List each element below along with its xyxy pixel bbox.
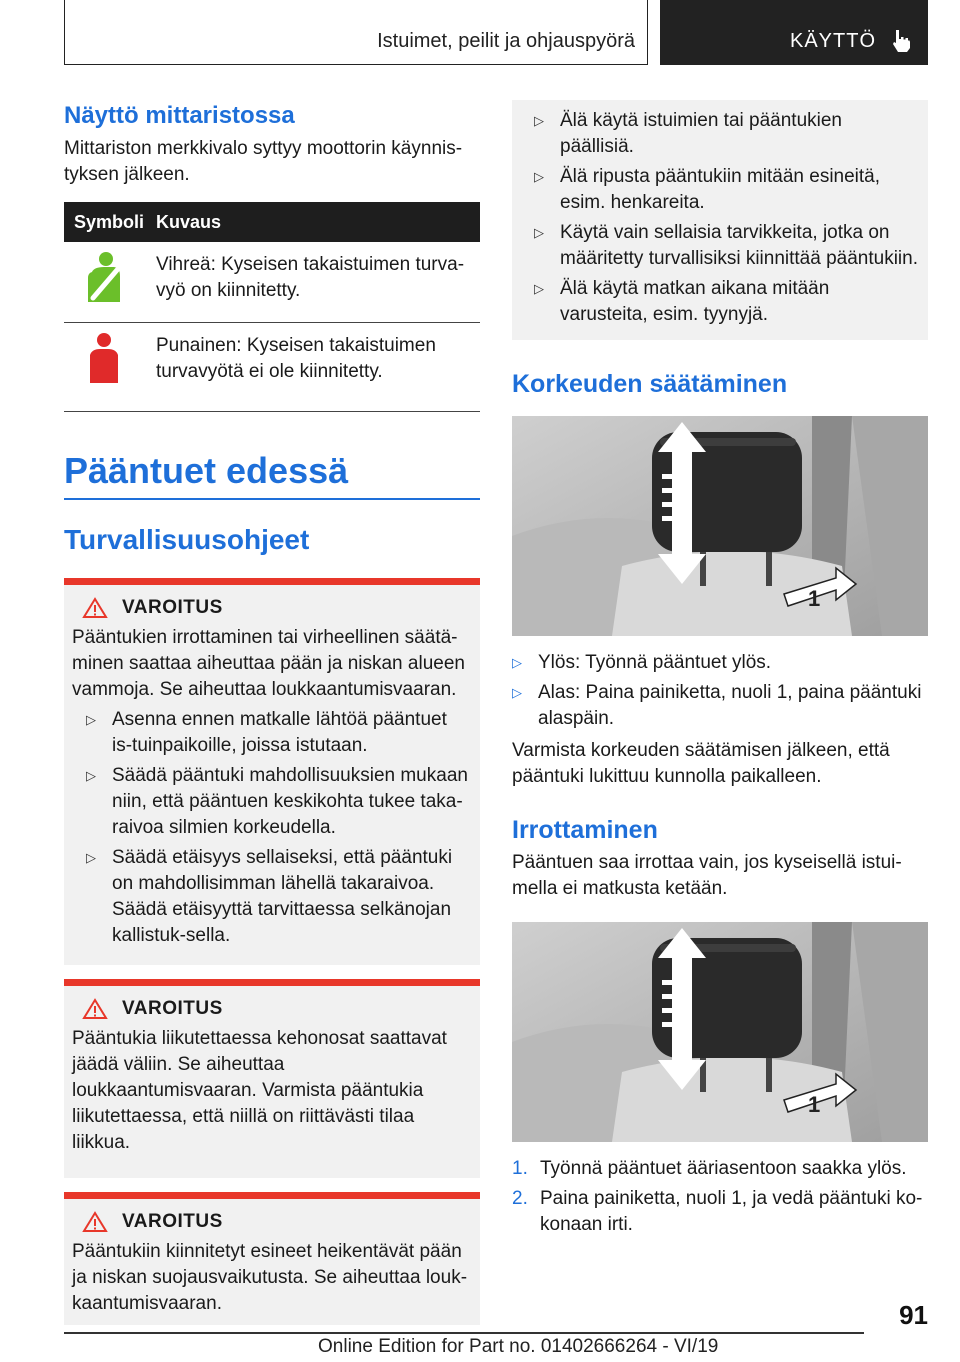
page-number: 91: [899, 1300, 928, 1330]
symbol-description: Vihreä: Kyseisen takaistuimen turva-vyö on kiinnitetty.: [156, 242, 480, 323]
list-item-text: Alas: Paina painiketta, nuoli 1, paina pääntuki alaspäin.: [538, 682, 922, 729]
hand-pointer-icon: [888, 28, 914, 54]
photo-callout: 1: [808, 586, 821, 611]
bullet-triangle-icon: ▷: [534, 113, 544, 128]
bullet-triangle-icon: ▷: [534, 169, 544, 184]
list-item-text: Älä ripusta pääntukiin mitään esineitä, esim. henkareita.: [560, 166, 881, 213]
warning-title: [72, 1211, 470, 1233]
table-row: [64, 242, 480, 323]
seatbelt-fastened-icon: [84, 250, 124, 306]
step-number: 2.: [512, 1188, 528, 1209]
symbol-cell: [64, 323, 156, 412]
warning-text: Pääntukien irrottaminen tai virheellinen säätä-minen saattaa aiheuttaa pään ja niskan alueen vammoja. Se aiheuttaa loukkaantumisvaaran.: [72, 627, 465, 700]
warning-box: [64, 578, 480, 965]
list-item: [520, 108, 918, 160]
warning-continuation-box: [512, 100, 928, 340]
list-item-text: Asenna ennen matkalle lähtöä pääntuet is-tuinpaikoille, joissa istutaan.: [112, 709, 447, 756]
list-item-text: Käytä vain sellaisia tarvikkeita, jotka on määritetty turvallisiksi kiinnittää pääntukiin.: [560, 222, 918, 269]
list-item-text: Säädä etäisyys sellaiseksi, että pääntuki on mahdollisimman lähellä takaraivoa. Säädä etäisyyttä tarvittaessa selkänojan kallistuk-sella.: [112, 847, 453, 946]
list-item: [512, 650, 928, 676]
step-number: 1.: [512, 1158, 528, 1179]
list-item: [520, 220, 918, 272]
warning-title: [72, 597, 470, 619]
warning-box: [64, 1192, 480, 1325]
headrest-remove-photo: [512, 922, 928, 1142]
table-header-symbol: Symboli: [64, 202, 156, 242]
list-item: [72, 707, 470, 759]
list-item-text: Ylös: Työnnä pääntuet ylös.: [538, 652, 772, 673]
height-text: Varmista korkeuden säätämisen jälkeen, että pääntuki lukittuu kunnolla paikalleen.: [512, 740, 890, 787]
height-heading: Korkeuden säätäminen: [512, 370, 788, 398]
list-item: [512, 1186, 928, 1238]
symbol-description: Punainen: Kyseisen takaistuimen turvavyötä ei ole kiinnitetty.: [156, 323, 480, 412]
list-item-text: Älä käytä istuimien tai pääntukien päällisiä.: [560, 110, 842, 157]
warning-title: [72, 998, 470, 1020]
page-header: [64, 0, 928, 65]
warning-triangle-icon: [82, 1211, 108, 1233]
list-item: [72, 845, 470, 949]
bullet-triangle-icon: ▷: [534, 225, 544, 240]
header-chapter-title: KÄYTTÖ: [789, 30, 876, 52]
header-section-box: [64, 0, 648, 65]
headrest-height-photo: [512, 416, 928, 636]
left-column: [64, 100, 480, 1325]
footer-rule: [64, 1332, 864, 1334]
warning-text: Pääntukiin kiinnitetyt esineet heikentävät pään ja niskan suojausvaikutusta. Se aiheuttaa louk-kaantumisvaaran.: [72, 1241, 468, 1314]
remove-heading: Irrottaminen: [512, 816, 658, 844]
warning-text: Pääntukia liikutettaessa kehonosat saattavat jäädä väliin. Se aiheuttaa loukkaantumisvaaran. Varmista pääntukia liikutettaessa, että niillä on riittävästi tilaa liikkua.: [72, 1028, 447, 1153]
list-item-text: Säädä pääntuki mahdollisuuksien mukaan niin, että pääntuen keskikohta tukee taka-raivoa silmien korkeudella.: [112, 765, 468, 838]
main-heading: Pääntuet edessä: [64, 450, 349, 491]
warning-title-text: VAROITUS: [122, 597, 223, 618]
heading-rule: [64, 498, 480, 500]
list-item: [512, 1156, 928, 1182]
list-item-text: Älä käytä matkan aikana mitään varusteita, esim. tyynyjä.: [560, 278, 830, 325]
headrest-illustration: [512, 922, 928, 1142]
warning-title-text: VAROITUS: [122, 998, 223, 1019]
table-header-description: Kuvaus: [156, 202, 480, 242]
symbol-table: [64, 202, 480, 412]
symbol-cell: [64, 242, 156, 323]
bullet-triangle-icon: ▷: [512, 685, 522, 700]
list-item: [512, 680, 928, 732]
list-item: [520, 164, 918, 216]
list-item-text: Työnnä pääntuet ääriasentoon saakka ylös.: [540, 1158, 907, 1179]
right-column: [512, 100, 928, 1238]
bullet-triangle-icon: ▷: [534, 281, 544, 296]
warning-triangle-icon: [82, 597, 108, 619]
bullet-triangle-icon: ▷: [512, 655, 522, 670]
safety-heading: Turvallisuusohjeet: [64, 524, 310, 555]
remove-text: Pääntuen saa irrottaa vain, jos kyseisellä istui-mella ei matkusta ketään.: [512, 852, 902, 899]
warning-triangle-icon: [82, 998, 108, 1020]
list-item: [520, 276, 918, 328]
headrest-illustration: [512, 416, 928, 636]
warning-title-text: VAROITUS: [122, 1211, 223, 1232]
bullet-triangle-icon: ▷: [86, 850, 96, 865]
header-chapter-box: [660, 0, 928, 65]
list-item-text: Paina painiketta, nuoli 1, ja vedä pääntuki ko-konaan irti.: [540, 1188, 923, 1235]
display-text: Mittariston merkkivalo syttyy moottorin käynnis-tyksen jälkeen.: [64, 138, 463, 185]
photo-callout: 1: [808, 1092, 821, 1117]
bullet-triangle-icon: ▷: [86, 712, 96, 727]
footer-edition: Online Edition for Part no. 01402666264 - VI/19: [318, 1336, 719, 1357]
seatbelt-unfastened-icon: [84, 331, 124, 387]
display-title: Näyttö mittaristossa: [64, 102, 295, 129]
table-row: [64, 323, 480, 412]
bullet-triangle-icon: ▷: [86, 768, 96, 783]
list-item: [72, 763, 470, 841]
header-section-title: Istuimet, peilit ja ohjauspyörä: [377, 30, 635, 52]
warning-box: [64, 979, 480, 1178]
